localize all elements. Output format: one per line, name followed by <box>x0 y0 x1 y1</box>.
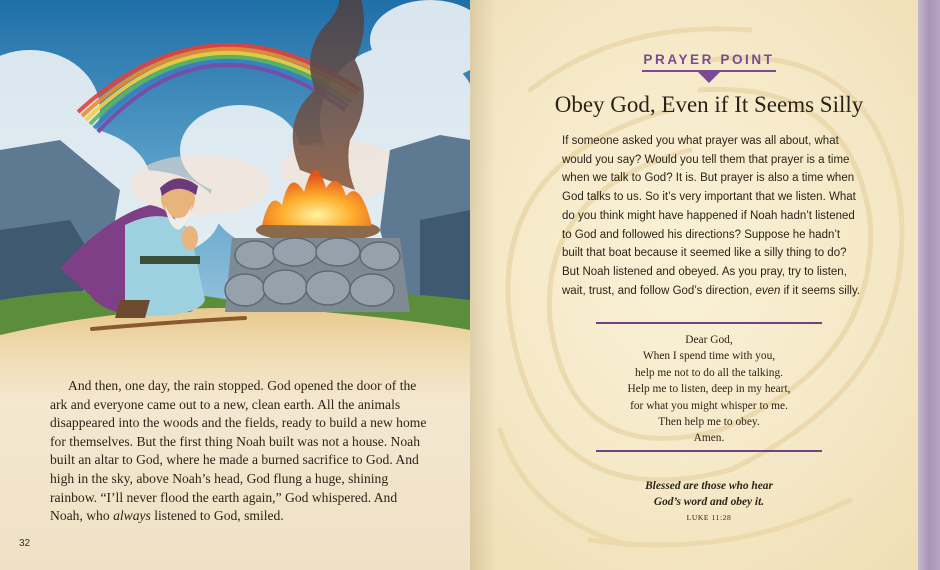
body-text-start: If someone asked you what prayer was all about, what would you say? Would you tell them that prayer is a time when we talk to God? It is. But prayer is also a time when God talks to us. So it’s very important that we listen. What do you think might have happened if Noah hadn’t listened to God and followed his directions? Suppose he hadn’t built that boat because it seemed like a silly thing to do? But Noah listened and obeyed. As you pray, try to listen, wait, trust, and follow God’s direction, <box>562 135 856 297</box>
gutter-shadow <box>470 0 496 570</box>
body-italic-word: even <box>755 284 781 297</box>
story-paragraph <box>50 377 430 526</box>
story-italic-word: always <box>113 508 151 524</box>
prayer-point-pointer-icon <box>698 72 720 83</box>
page-title: Obey God, Even if It Seems Silly <box>554 92 864 117</box>
prayer-bottom-divider <box>596 450 822 452</box>
bible-verse <box>596 478 822 510</box>
section-label: PRAYER POINT <box>643 52 775 67</box>
verse-line: Blessed are those who hear <box>645 480 773 492</box>
prayer-line: Dear God, <box>685 334 733 346</box>
story-text <box>50 377 430 526</box>
verse-line: God’s word and obey it. <box>653 496 765 508</box>
story-text-end: listened to God, smiled. <box>150 508 284 524</box>
prayer-line: for what you might whisper to me. <box>630 399 788 412</box>
prayer-line: When I spend time with you, <box>642 350 776 363</box>
verse-reference: LUKE 11:28 <box>686 513 732 522</box>
prayer-point-header <box>642 52 776 83</box>
noah-altar-illustration <box>0 0 470 400</box>
prayer-point-body <box>562 132 862 300</box>
prayer-line: Help me to listen, deep in my heart, <box>627 383 791 396</box>
body-text-end: if it seems silly. <box>780 284 861 297</box>
prayer-top-divider <box>596 322 822 324</box>
prayer-line: Amen. <box>693 432 725 445</box>
right-page <box>470 0 940 570</box>
story-text-start: And then, one day, the rain stopped. God opened the door of the ark and everyone came out to a new, clean earth. All the animals disappeared into the woods and the fields, ready to build a new home for themselves. But the first thing Noah built was not a house. Noah built an altar to God, where he made a burned sacrifice to God. And high in the sky, above Noah’s head, God flung a huge, shining rainbow. “I’ll never flood the earth again,” God whispered. And Noah, who <box>50 378 427 524</box>
prayer-line: Then help me to obey. <box>658 416 760 429</box>
purple-page-edge <box>918 0 940 570</box>
prayer-line: help me not to do all the talking. <box>634 366 784 379</box>
page-number: 32 <box>19 538 31 549</box>
prayer-text <box>596 332 822 447</box>
